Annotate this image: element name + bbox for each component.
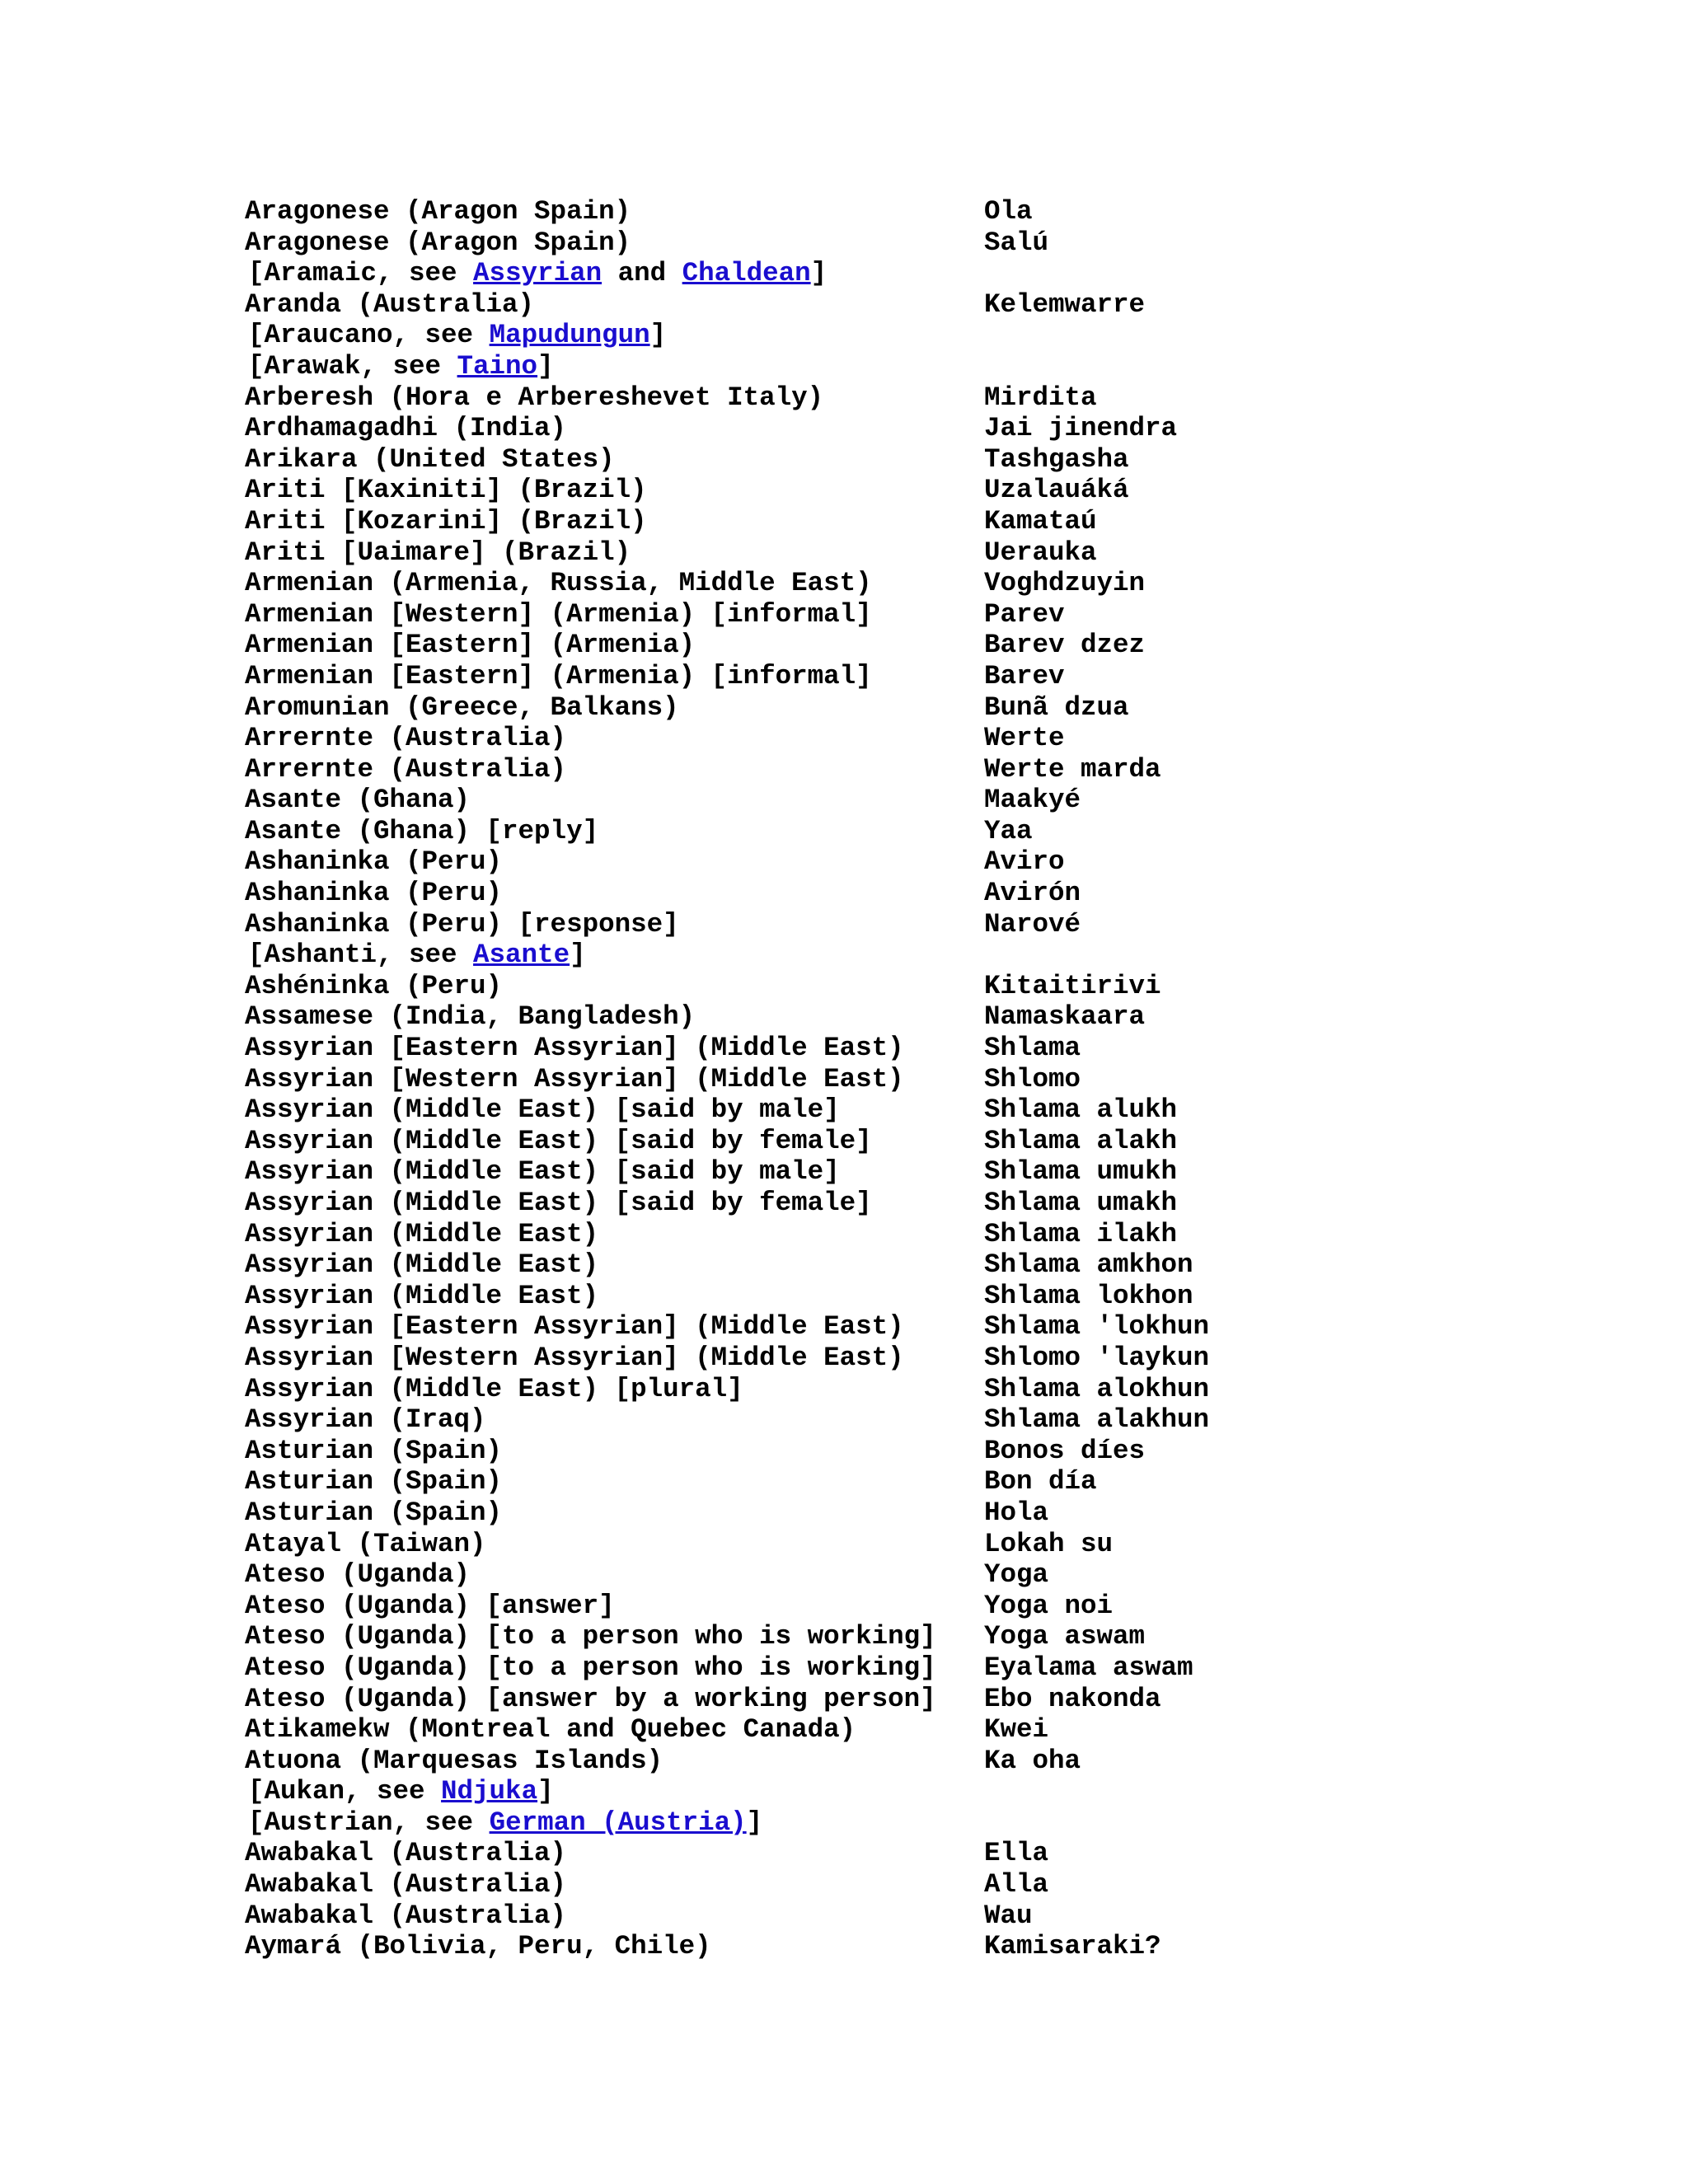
language-name: Ateso (Uganda) [answer] [245,1590,615,1621]
language-name: Asturian (Spain) [245,1466,503,1497]
greeting-row [245,1900,1646,1932]
greeting-text: Yaa [984,815,1033,846]
language-name: Assyrian [Western Assyrian] (Middle East) [245,1342,904,1373]
cross-reference-fragment: ] [537,350,554,382]
cross-reference-fragment: ] [570,940,586,971]
language-name: Aranda (Australia) [245,288,535,320]
cross-reference-text [248,320,666,351]
greeting-text: Voghdzuyin [984,568,1146,599]
greeting-row [245,1684,1646,1715]
cross-reference-fragment: ] [537,1776,554,1807]
cross-reference-text [248,1807,762,1839]
greeting-text: Jai jinendra [984,413,1178,444]
greeting-row [245,413,1646,444]
cross-reference-text [248,351,554,382]
cross-reference-text [248,940,586,971]
cross-reference-fragment: [Ashanti, see [248,940,474,971]
greeting-row [245,475,1646,506]
greeting-row [245,1001,1646,1033]
greeting-text: Kwei [984,1714,1049,1746]
greeting-text: Werte [984,723,1065,754]
language-name: Ateso (Uganda) [answer by a working person] [245,1683,936,1714]
language-name: Assyrian (Middle East) [said by male] [245,1156,840,1188]
greeting-text: Kelemwarre [984,288,1146,320]
language-name: Armenian (Armenia, Russia, Middle East) [245,568,872,599]
cross-reference-fragment: [Arawak, see [248,350,457,382]
greeting-text: Ka oha [984,1745,1081,1776]
greeting-row [245,506,1646,537]
language-name: Assyrian (Middle East) [said by male] [245,1094,840,1126]
greeting-row [245,1219,1646,1250]
language-name: Assyrian [Western Assyrian] (Middle East) [245,1063,904,1094]
language-name: Arrernte (Australia) [245,723,567,754]
greeting-text: Shlama alakhun [984,1404,1210,1436]
greeting-row [245,1064,1646,1095]
greeting-row [245,599,1646,630]
greeting-row [245,568,1646,599]
language-name: Ashaninka (Peru) [245,846,503,878]
greeting-text: Barev [984,660,1065,691]
greeting-text: Bunã dzua [984,691,1129,723]
greeting-text: Ella [984,1838,1049,1869]
greeting-row [245,382,1646,414]
language-name: Arikara (United States) [245,443,615,475]
greeting-row [245,785,1646,816]
language-name: Assyrian [Eastern Assyrian] (Middle East) [245,1311,904,1343]
greeting-row [245,754,1646,785]
language-name: Asante (Ghana) [245,785,471,816]
greeting-text: Yoga [984,1559,1049,1591]
greeting-text: Ebo nakonda [984,1683,1161,1714]
greeting-row [245,1188,1646,1219]
greeting-text: Mirdita [984,382,1097,413]
greeting-text: Yoga aswam [984,1621,1146,1652]
greeting-row [245,909,1646,940]
greeting-text: Hola [984,1497,1049,1528]
cross-reference-row [245,320,1646,351]
greeting-text: Shlama alokhun [984,1373,1210,1404]
cross-reference-link[interactable]: Asante [473,940,570,971]
cross-reference-fragment: [Aukan, see [248,1776,442,1807]
greeting-text: Salú [984,227,1049,258]
language-name: Ashaninka (Peru) [245,878,503,909]
cross-reference-fragment: and [602,258,682,289]
greeting-row [245,1281,1646,1312]
language-name: Assyrian [Eastern Assyrian] (Middle East) [245,1033,904,1064]
greeting-text: Shlomo 'laykun [984,1342,1210,1373]
greeting-row [245,444,1646,476]
greeting-text: Kitaitirivi [984,970,1161,1001]
language-name: Ashaninka (Peru) [response] [245,908,679,940]
language-name: Armenian [Eastern] (Armenia) [245,630,696,661]
cross-reference-fragment: [Austrian, see [248,1807,490,1838]
greeting-row [245,1497,1646,1529]
greeting-row [245,1249,1646,1281]
greeting-text: Uerauka [984,537,1097,568]
greeting-text: Yoga noi [984,1590,1114,1621]
cross-reference-fragment: ] [746,1807,763,1838]
greeting-text: Eyalama aswam [984,1652,1193,1683]
greeting-row [245,1033,1646,1064]
greeting-row [245,1156,1646,1188]
greeting-text: Bon día [984,1466,1097,1497]
language-name: Ardhamagadhi (India) [245,413,567,444]
language-name: Ateso (Uganda) [to a person who is working] [245,1652,936,1683]
cross-reference-link[interactable]: Mapudungun [489,320,650,351]
greeting-row [245,1931,1646,1962]
greeting-row [245,630,1646,661]
greeting-row [245,1652,1646,1684]
greeting-row [245,1529,1646,1560]
language-name: Awabakal (Australia) [245,1838,567,1869]
greeting-row [245,846,1646,878]
language-name: Assyrian (Middle East) [said by female] [245,1188,872,1218]
language-name: Arrernte (Australia) [245,753,567,785]
greeting-text: Avirón [984,878,1081,909]
greeting-text: Aviro [984,846,1065,878]
language-name: Asturian (Spain) [245,1497,503,1528]
language-name: Aromunian (Greece, Balkans) [245,691,679,723]
cross-reference-row [245,1776,1646,1807]
greeting-row [245,289,1646,321]
greeting-text: Kamataú [984,505,1097,537]
language-name: Asturian (Spain) [245,1435,503,1466]
greeting-text: Shlama [984,1033,1081,1064]
cross-reference-row [245,940,1646,971]
greeting-text: Shlomo [984,1063,1081,1094]
greeting-row [245,1714,1646,1746]
greeting-row [245,196,1646,227]
greeting-text: Maakyé [984,785,1081,816]
language-name: Assyrian (Middle East) [245,1218,599,1249]
language-name: Assyrian (Middle East) [245,1280,599,1311]
cross-reference-text [248,1776,554,1807]
greeting-text: Parev [984,598,1065,630]
cross-reference-fragment: ] [810,258,828,289]
language-name: Awabakal (Australia) [245,1900,567,1931]
greeting-text: Lokah su [984,1528,1114,1559]
language-name: Armenian [Western] (Armenia) [informal] [245,598,872,630]
greeting-row [245,1869,1646,1900]
language-name: Aragonese (Aragon Spain) [245,196,631,227]
language-name: Armenian [Eastern] (Armenia) [informal] [245,660,872,691]
language-name: Aymará (Bolivia, Peru, Chile) [245,1931,711,1962]
greeting-text: Namaskaara [984,1001,1146,1033]
greeting-row [245,1343,1646,1374]
language-name: Assyrian (Middle East) [plural] [245,1373,743,1404]
language-name: Aragonese (Aragon Spain) [245,227,631,258]
cross-reference-row [245,351,1646,382]
language-name: Atuona (Marquesas Islands) [245,1745,663,1776]
greeting-row [245,1126,1646,1157]
language-name: Ariti [Uaimare] (Brazil) [245,537,631,568]
cross-reference-link[interactable]: Chaldean [682,258,811,289]
cross-reference-row [245,1807,1646,1839]
greeting-row [245,1838,1646,1869]
language-name: Arberesh (Hora e Arbereshevet Italy) [245,382,824,413]
greeting-row [245,1436,1646,1467]
language-name: Asante (Ghana) [reply] [245,815,599,846]
greeting-text: Shlama lokhon [984,1280,1193,1311]
greeting-text: Shlama umukh [984,1156,1178,1188]
greeting-text: Bonos díes [984,1435,1146,1466]
greeting-text: Shlama 'lokhun [984,1311,1210,1343]
greeting-text: Uzalauáká [984,475,1129,506]
language-name: Ariti [Kaxiniti] (Brazil) [245,475,647,506]
greeting-row [245,723,1646,754]
greeting-text: Werte marda [984,753,1161,785]
language-name: Awabakal (Australia) [245,1869,567,1900]
greeting-row [245,1094,1646,1126]
language-name: Atayal (Taiwan) [245,1528,486,1559]
cross-reference-fragment: ] [649,320,667,351]
greetings-list [245,196,1646,1962]
greeting-row [245,692,1646,724]
language-name: Ateso (Uganda) [to a person who is working] [245,1621,936,1652]
greeting-text: Shlama alukh [984,1094,1178,1126]
language-name: Atikamekw (Montreal and Quebec Canada) [245,1714,856,1746]
language-name: Assyrian (Iraq) [245,1404,486,1436]
greeting-row [245,878,1646,909]
language-name: Ateso (Uganda) [245,1559,471,1591]
cross-reference-link[interactable]: German (Austria) [489,1807,747,1838]
cross-reference-fragment: [Aramaic, see [248,258,474,289]
greeting-text: Narové [984,908,1081,940]
cross-reference-row [245,258,1646,289]
greeting-row [245,1374,1646,1405]
greeting-row [245,1311,1646,1343]
greeting-row [245,537,1646,569]
greeting-row [245,1591,1646,1622]
greeting-row [245,971,1646,1002]
language-name: Assyrian (Middle East) [said by female] [245,1125,872,1156]
greeting-row [245,1404,1646,1436]
cross-reference-text [248,258,827,289]
cross-reference-link[interactable]: Assyrian [473,258,603,289]
greeting-text: Barev dzez [984,630,1146,661]
greeting-text: Shlama alakh [984,1125,1178,1156]
greeting-row [245,661,1646,692]
greeting-text: Kamisaraki? [984,1931,1161,1962]
cross-reference-link[interactable]: Ndjuka [441,1776,538,1807]
greeting-text: Alla [984,1869,1049,1900]
language-name: Ariti [Kozarini] (Brazil) [245,505,647,537]
greeting-text: Ola [984,196,1033,227]
greeting-text: Tashgasha [984,443,1129,475]
cross-reference-link[interactable]: Taino [457,350,538,382]
greeting-text: Shlama umakh [984,1188,1178,1218]
greeting-text: Wau [984,1900,1033,1931]
greeting-row [245,1621,1646,1652]
greeting-text: Shlama amkhon [984,1249,1193,1281]
language-name: Assamese (India, Bangladesh) [245,1001,696,1033]
greeting-row [245,1466,1646,1497]
language-name: Ashéninka (Peru) [245,970,503,1001]
cross-reference-fragment: [Araucano, see [248,320,490,351]
greeting-text: Shlama ilakh [984,1218,1178,1249]
greeting-row [245,1746,1646,1777]
greeting-row [245,816,1646,847]
greeting-row [245,227,1646,259]
language-name: Assyrian (Middle East) [245,1249,599,1281]
greeting-row [245,1559,1646,1591]
